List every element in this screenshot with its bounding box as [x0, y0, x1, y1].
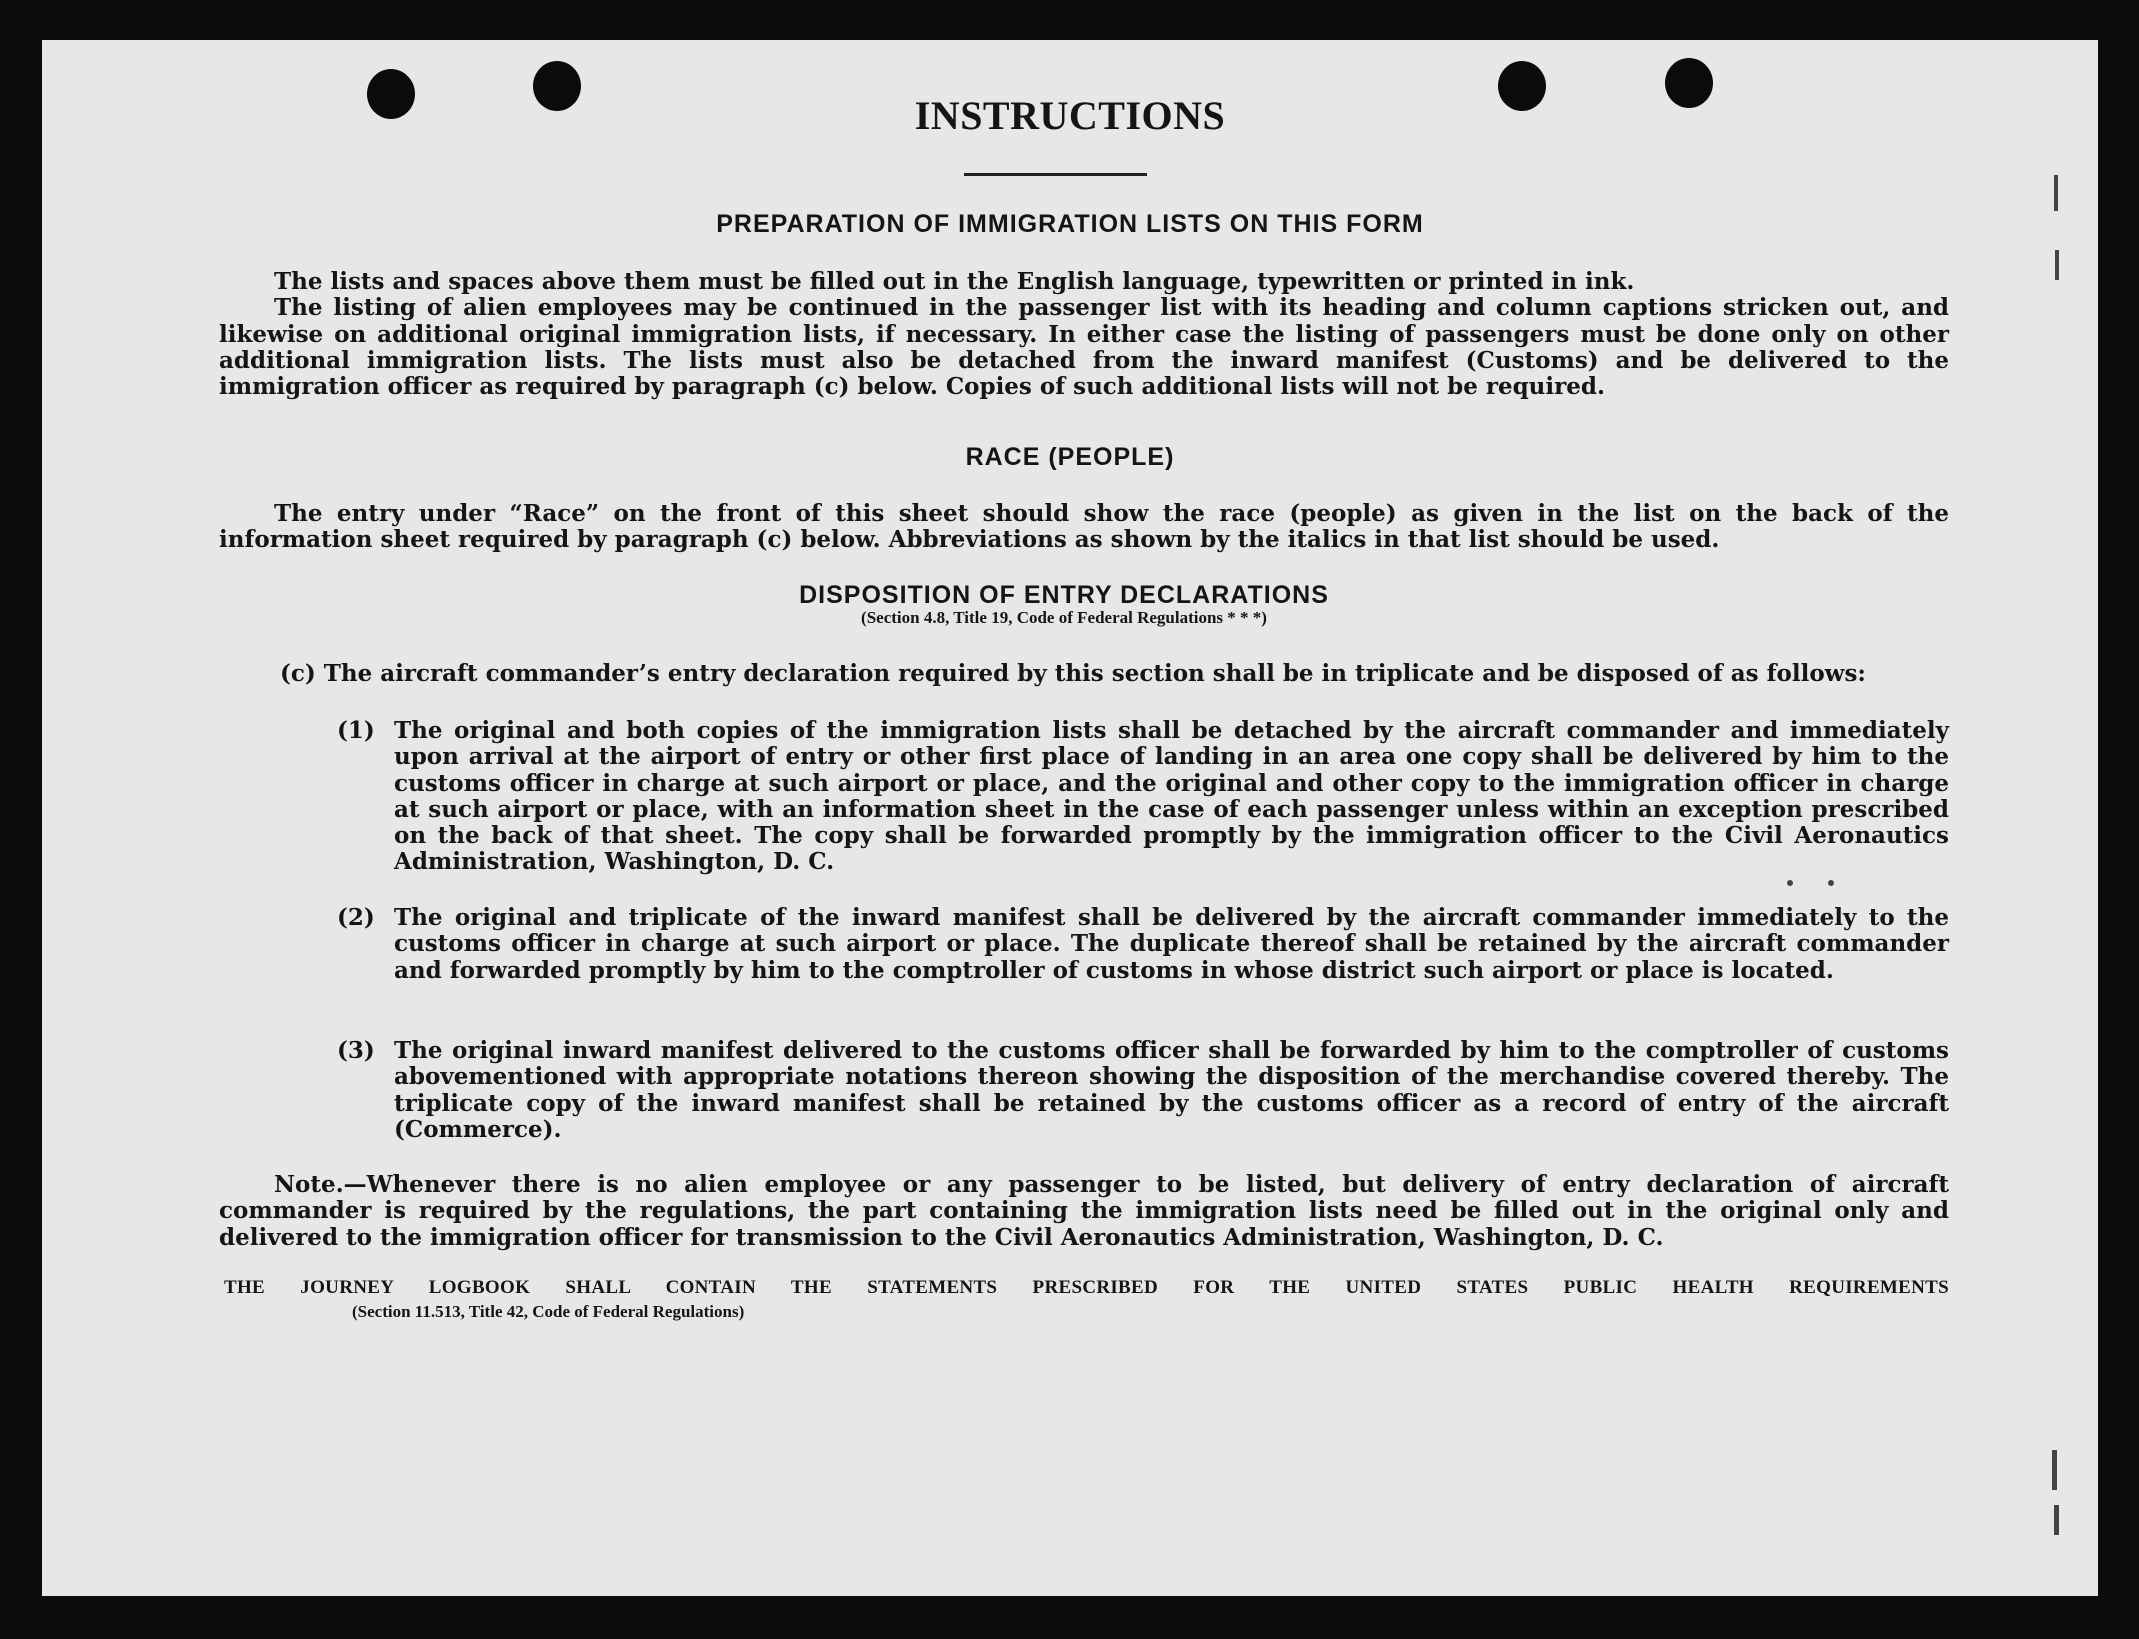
list-item [337, 1038, 1949, 1143]
list-item [337, 905, 1949, 984]
list-item-number: (3) [337, 1037, 375, 1064]
margin-mark [2052, 1450, 2057, 1490]
page-title: INSTRUCTIONS [914, 93, 1226, 138]
prep-text [219, 269, 1949, 400]
footer-citation: (Section 11.513, Title 42, Code of Federal Regulations) [352, 1302, 745, 1321]
document-page [42, 40, 2098, 1596]
list-item [337, 718, 1949, 876]
dot-mark [1787, 880, 1793, 886]
margin-mark [2054, 1505, 2059, 1535]
disposition-subheading: (Section 4.8, Title 19, Code of Federal Regulations * * *) [861, 608, 1267, 627]
margin-mark [2054, 175, 2058, 211]
prep-heading: PREPARATION OF IMMIGRATION LISTS ON THIS FORM [716, 210, 1424, 238]
list-item-text: The original and both copies of the immigration lists shall be detached by the aircraft commander and immediately upon arrival at the airport of entry or other first place of landing in an area one copy shall be delivered by him to the customs officer in charge at such airport or place, and the original and other copy to the immigration officer in charge at such airport or place, with an information sheet in the case of each passenger unless within an exception prescribed on the back of that sheet. The copy shall be forwarded promptly by the immigration officer to the Civil Aeronautics Administration, Washington, D. C. [394, 717, 1949, 876]
race-paragraph: The entry under “Race” on the front of this sheet should show the race (people) as given in the list on the back of the information sheet required by paragraph (c) below. Abbreviations as shown by the italics in that list should be used. [219, 500, 1949, 554]
title-divider [964, 173, 1147, 176]
list-item-number: (2) [337, 904, 375, 931]
prep-paragraph-2: The listing of alien employees may be continued in the passenger list with its heading and column captions stricken out, and likewise on additional original immigration lists, if necessary. In either case the listing of passengers must be done only on other additional immigration lists. The lists must also be detached from the inward manifest (Customs) and be delivered to the immigration officer as required by paragraph (c) below. Copies of such additional lists will not be required. [219, 294, 1949, 401]
prep-paragraph-1: The lists and spaces above them must be filled out in the English language, typewritten or printed in ink. [274, 268, 1635, 295]
race-text [219, 501, 1949, 554]
dot-mark [1828, 880, 1834, 886]
race-heading: RACE (PEOPLE) [965, 443, 1175, 471]
disposition-heading: DISPOSITION OF ENTRY DECLARATIONS [799, 581, 1329, 609]
note-text [219, 1172, 1949, 1251]
footer-statement: THE JOURNEY LOGBOOK SHALL CONTAIN THE STATEMENTS PRESCRIBED FOR THE UNITED STATES PUBLIC HEALTH REQUIREMENTS [224, 1277, 1949, 1298]
note-paragraph: Note.—Whenever there is no alien employee or any passenger to be listed, but delivery of entry declaration of aircraft commander is required by the regulations, the part containing the immigration lists need be filled out in the original only and delivered to the immigration officer for transmission to the Civil Aeronautics Administration, Washington, D. C. [219, 1171, 1949, 1251]
disposition-intro: (c) The aircraft commander’s entry declaration required by this section shall be in triplicate and be disposed of as follows: [280, 660, 1866, 687]
list-item-text: The original inward manifest delivered to the customs officer shall be forwarded by him to the comptroller of customs abovementioned with appropriate notations thereon showing the disposition of the merchandise covered thereby. The triplicate copy of the inward manifest shall be retained by the customs officer as a record of entry of the aircraft (Commerce). [394, 1037, 1949, 1143]
list-item-text: The original and triplicate of the inward manifest shall be delivered by the aircraft commander immediately to the customs officer in charge at such airport or place. The duplicate thereof shall be retained by the aircraft commander and forwarded promptly by him to the comptroller of customs in whose district such airport or place is located. [394, 904, 1949, 984]
margin-mark [2055, 250, 2059, 280]
list-item-number: (1) [337, 717, 375, 744]
